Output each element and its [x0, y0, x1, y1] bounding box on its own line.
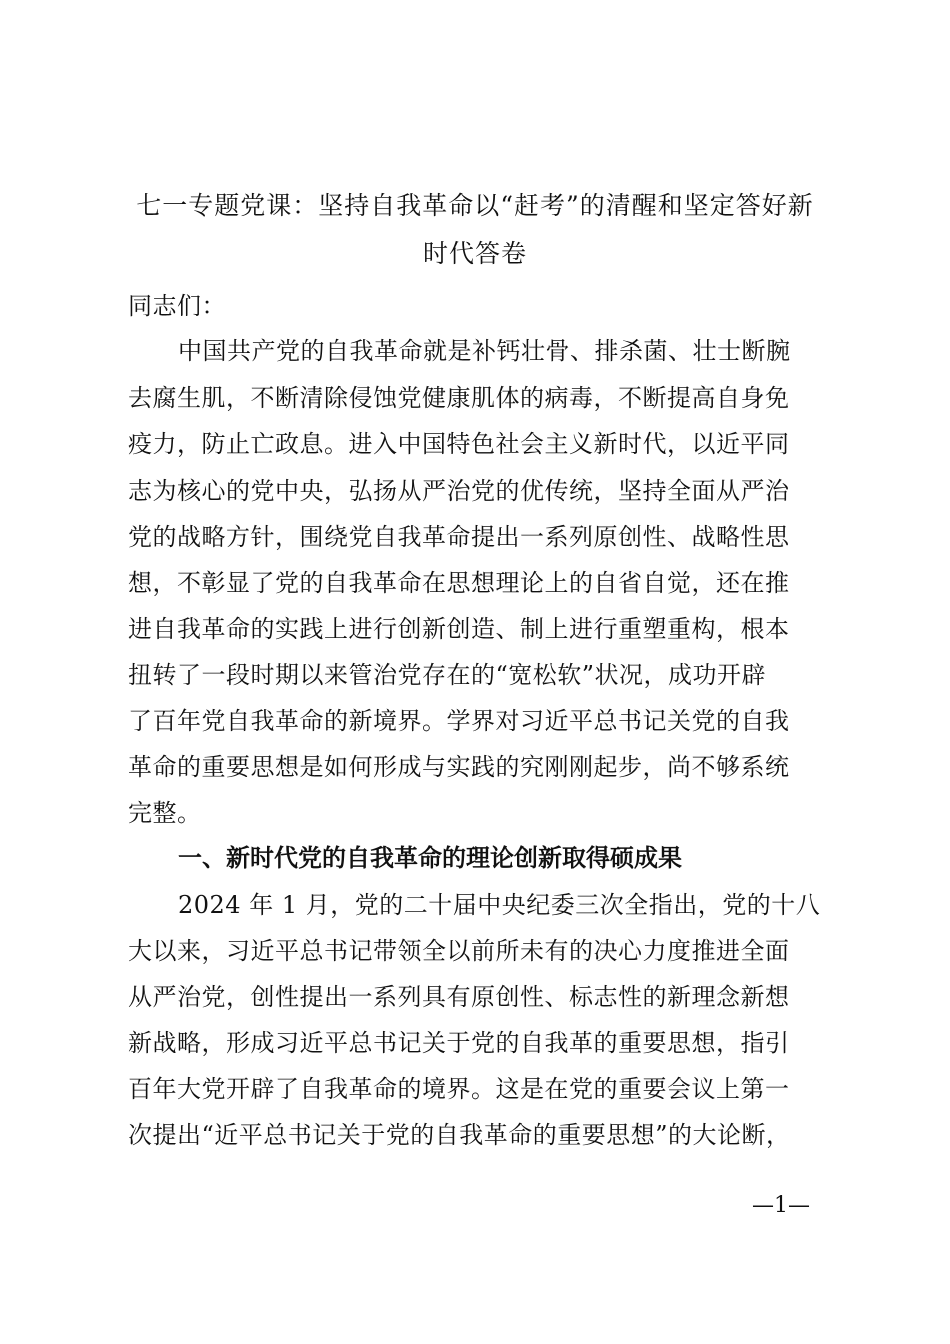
paragraph1-line: 疫力，防止亡政息。进入中国特色社会主义新时代，以近平同: [128, 430, 790, 458]
paragraph2-line: 新战略，形成习近平总书记关于党的自我革的重要思想，指引: [128, 1029, 790, 1057]
paragraph2-line: 大以来，习近平总书记带领全以前所未有的决心力度推进全面: [128, 937, 790, 965]
paragraph1-line: 去腐生肌，不断清除侵蚀党健康肌体的病毒，不断提高自身免: [128, 384, 790, 412]
document-title-line-1: 七一专题党课：坚持自我革命以“赶考”的清醒和坚定答好新: [136, 191, 814, 220]
document-title-line-2: 时代答卷: [422, 239, 527, 268]
salutation: 同志们：: [128, 292, 226, 320]
page-number: —1—: [752, 1193, 810, 1218]
paragraph1-line: 志为核心的党中央，弘扬从严治党的优传统，坚持全面从严治: [128, 477, 790, 505]
paragraph1-line: 革命的重要思想是如何形成与实践的究刚刚起步，尚不够系统: [128, 753, 790, 781]
paragraph2-line: 2024 年 1 月，党的二十届中央纪委三次全指出，党的十八: [178, 891, 821, 919]
paragraph1-line: 想，不彰显了党的自我革命在思想理论上的自省自觉，还在推: [128, 569, 790, 597]
paragraph2-line: 次提出“近平总书记关于党的自我革命的重要思想”的大论断，: [128, 1121, 791, 1149]
paragraph2-line: 从严治党，创性提出一系列具有原创性、标志性的新理念新想: [128, 983, 790, 1011]
paragraph1-line: 进自我革命的实践上进行创新创造、制上进行重塑重构，根本: [128, 615, 790, 643]
paragraph1-line: 中国共产党的自我革命就是补钙壮骨、排杀菌、壮士断腕: [178, 337, 791, 365]
paragraph1-line: 党的战略方针，围绕党自我革命提出一系列原创性、战略性思: [128, 523, 790, 551]
paragraph1-line: 完整。: [128, 799, 202, 827]
paragraph1-line: 了百年党自我革命的新境界。学界对习近平总书记关党的自我: [128, 707, 790, 735]
paragraph1-line: 扭转了一段时期以来管治党存在的“宽松软”状况，成功开辟: [128, 661, 767, 689]
paragraph2-line: 百年大党开辟了自我革命的境界。这是在党的重要会议上第一: [128, 1075, 790, 1103]
section-heading: 一、新时代党的自我革命的理论创新取得硕成果: [178, 844, 682, 872]
